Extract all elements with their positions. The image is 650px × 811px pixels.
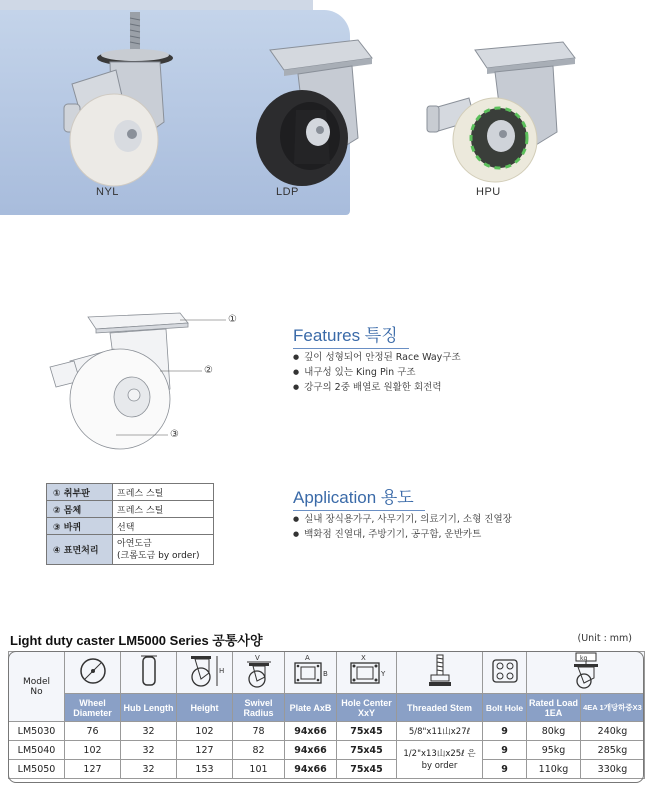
application-title: Application 용도 bbox=[293, 483, 425, 511]
product-label-hpu: HPU bbox=[476, 186, 501, 198]
hub-length-icon bbox=[139, 654, 159, 688]
model-cell: LM5030 bbox=[9, 722, 65, 741]
height-icon-cell bbox=[177, 652, 233, 694]
height-cell: 127 bbox=[177, 741, 233, 760]
table-row bbox=[9, 722, 645, 741]
product-label-ldp: LDP bbox=[276, 186, 299, 198]
threaded-stem-icon-cell bbox=[397, 652, 483, 694]
parts-value: 선택 bbox=[113, 518, 214, 535]
hole-cell: 75x45 bbox=[337, 741, 397, 760]
swivel-cell: 78 bbox=[233, 722, 285, 741]
col-header-hub-length: Hub Length bbox=[121, 694, 177, 722]
application-list bbox=[293, 512, 512, 542]
parts-value: 프레스 스틸 bbox=[113, 484, 214, 501]
spec-icon-row bbox=[9, 652, 645, 694]
load-icon bbox=[566, 652, 606, 690]
hole-cell: 75x45 bbox=[337, 722, 397, 741]
col-header-threaded-stem: Threaded Stem bbox=[397, 694, 483, 722]
model-cell: LM5040 bbox=[9, 741, 65, 760]
col-header-bolt-hole: Bolt Hole bbox=[483, 694, 527, 722]
parts-key: ① 취부판 bbox=[47, 484, 113, 501]
parts-row bbox=[47, 518, 214, 535]
banner-bottom-white bbox=[0, 215, 650, 235]
parts-value-multiline bbox=[113, 535, 214, 565]
plate-cell: 94x66 bbox=[285, 741, 337, 760]
bolt-hole-icon-cell bbox=[483, 652, 527, 694]
bolt-cell: 9 bbox=[483, 741, 527, 760]
plate-cell: 94x66 bbox=[285, 722, 337, 741]
load-icon-cell bbox=[527, 652, 645, 694]
parts-value-note: (크롬도금 by order) bbox=[117, 550, 200, 561]
application-item: ● 실내 장식용가구, 사무기기, 의료기기, 소형 진열장 bbox=[293, 512, 512, 527]
wheel-cell: 76 bbox=[65, 722, 121, 741]
height-cell: 153 bbox=[177, 760, 233, 779]
parts-value: 프레스 스틸 bbox=[113, 501, 214, 518]
swivel-radius-icon bbox=[241, 653, 277, 689]
product-label-nyl: NYL bbox=[96, 186, 119, 198]
table-row bbox=[9, 760, 645, 779]
hole-y-letter: Y bbox=[380, 670, 385, 678]
model-no-label: Model No bbox=[22, 676, 51, 697]
load1-cell: 80kg bbox=[527, 722, 581, 741]
load1-cell: 95kg bbox=[527, 741, 581, 760]
model-no-header bbox=[9, 652, 65, 722]
hole-cell: 75x45 bbox=[337, 760, 397, 779]
parts-key: ③ 바퀴 bbox=[47, 518, 113, 535]
caster-line-drawing bbox=[40, 305, 240, 455]
spec-table bbox=[8, 651, 645, 779]
load-kg-letter: kg bbox=[579, 655, 587, 662]
swivel-cell: 101 bbox=[233, 760, 285, 779]
nyl-caster-image bbox=[42, 12, 182, 187]
parts-value: 아연도금 bbox=[117, 538, 152, 549]
stem-alt-line1: 1/2"x13山x25ℓ 은 bbox=[403, 748, 476, 759]
plate-a-letter: A bbox=[304, 654, 310, 662]
spec-title: Light duty caster LM5000 Series 공통사양 bbox=[10, 633, 263, 648]
col-header-rated-load: Rated Load 1EA bbox=[527, 694, 581, 722]
features-title: Features 특징 bbox=[293, 321, 409, 349]
col-header-hole-center: Hole Center XxY bbox=[337, 694, 397, 722]
model-cell: LM5050 bbox=[9, 760, 65, 779]
height-icon bbox=[185, 653, 225, 689]
hole-center-icon-cell bbox=[337, 652, 397, 694]
callout-1: ① bbox=[228, 314, 237, 325]
parts-row bbox=[47, 501, 214, 518]
load4-cell: 330kg bbox=[581, 760, 645, 779]
callout-2: ② bbox=[204, 365, 213, 376]
plate-cell: 94x66 bbox=[285, 760, 337, 779]
parts-row bbox=[47, 484, 214, 501]
features-item: ● 내구성 있는 King Pin 구조 bbox=[293, 365, 461, 380]
parts-key: ④ 표면처리 bbox=[47, 535, 113, 565]
wheel-cell: 127 bbox=[65, 760, 121, 779]
hole-x-letter: X bbox=[360, 654, 366, 662]
hub-cell: 32 bbox=[121, 741, 177, 760]
load1-cell: 110kg bbox=[527, 760, 581, 779]
parts-table bbox=[46, 483, 214, 565]
callout-3: ③ bbox=[170, 429, 179, 440]
application-item: ● 백화점 진열대, 주방기기, 공구함, 운반카트 bbox=[293, 527, 512, 542]
stem-cell-alt bbox=[397, 741, 483, 779]
ldp-caster-image bbox=[240, 38, 380, 188]
hpu-caster-image bbox=[425, 40, 585, 185]
bolt-hole-icon bbox=[490, 657, 520, 685]
stem-cell: 5/8"x11山x27ℓ bbox=[397, 722, 483, 741]
plate-icon-cell bbox=[285, 652, 337, 694]
threaded-stem-icon bbox=[428, 653, 452, 689]
height-h-letter: H bbox=[218, 667, 224, 675]
features-item: ● 강구의 2중 배열로 원활한 회전력 bbox=[293, 380, 461, 395]
hole-center-icon bbox=[345, 653, 389, 689]
parts-key: ② 몸체 bbox=[47, 501, 113, 518]
wheel-diameter-icon bbox=[78, 656, 108, 686]
load4-cell: 240kg bbox=[581, 722, 645, 741]
plate-icon bbox=[291, 653, 331, 689]
swivel-v-letter: V bbox=[254, 654, 260, 662]
table-row bbox=[9, 741, 645, 760]
plate-b-letter: B bbox=[322, 670, 328, 678]
spec-header-row bbox=[9, 694, 645, 722]
col-header-swivel-radius: Swivel Radius bbox=[233, 694, 285, 722]
features-item: ● 깊이 성형되어 안정된 Race Way구조 bbox=[293, 350, 461, 365]
hub-cell: 32 bbox=[121, 722, 177, 741]
swivel-radius-icon-cell bbox=[233, 652, 285, 694]
features-list bbox=[293, 350, 461, 395]
wheel-cell: 102 bbox=[65, 741, 121, 760]
hub-cell: 32 bbox=[121, 760, 177, 779]
hub-length-icon-cell bbox=[121, 652, 177, 694]
col-header-height: Height bbox=[177, 694, 233, 722]
load4-cell: 285kg bbox=[581, 741, 645, 760]
col-header-4ea-load: 4EA 1개당하중X3 bbox=[581, 694, 645, 722]
bolt-cell: 9 bbox=[483, 760, 527, 779]
col-header-plate: Plate AxB bbox=[285, 694, 337, 722]
height-cell: 102 bbox=[177, 722, 233, 741]
swivel-cell: 82 bbox=[233, 741, 285, 760]
spec-unit: (Unit : mm) bbox=[577, 633, 632, 644]
banner-top-line bbox=[0, 0, 313, 10]
stem-alt-line2: by order bbox=[421, 760, 458, 771]
wheel-diameter-icon-cell bbox=[65, 652, 121, 694]
col-header-wheel-diameter: Wheel Diameter bbox=[65, 694, 121, 722]
bolt-cell: 9 bbox=[483, 722, 527, 741]
parts-row bbox=[47, 535, 214, 565]
